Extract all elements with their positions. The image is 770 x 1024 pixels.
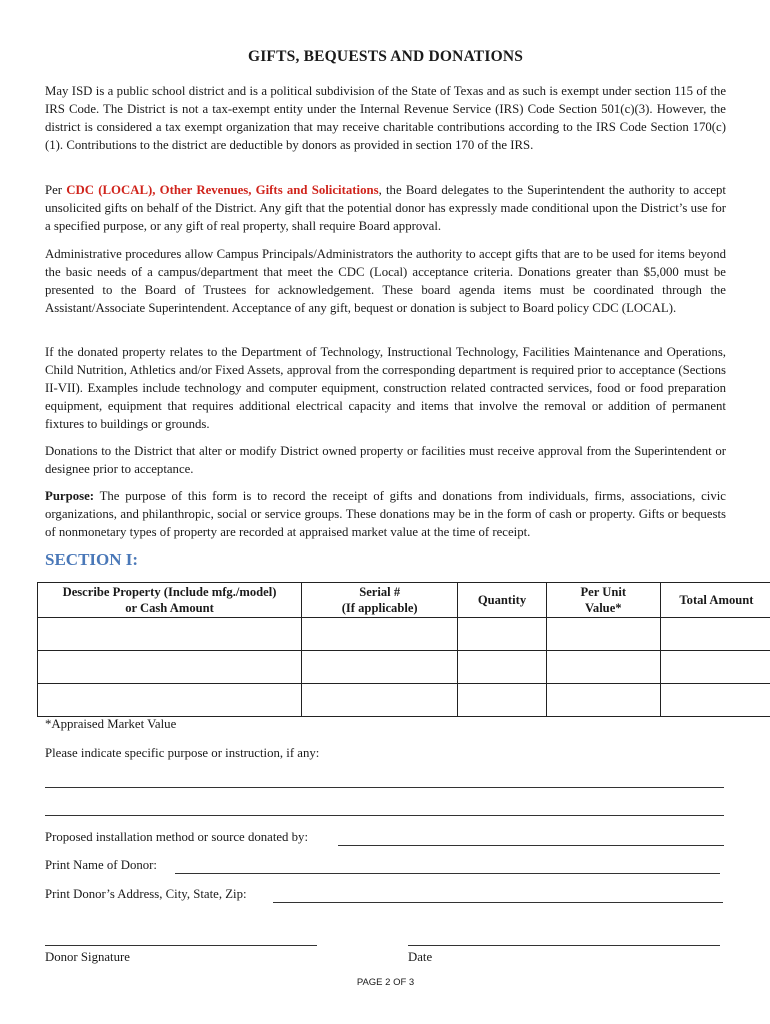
header-total-amount: Total Amount	[660, 583, 770, 618]
header-unit-value: Per Unit Value*	[546, 583, 660, 618]
signature-label: Donor Signature	[45, 950, 130, 964]
quantity-cell[interactable]	[458, 651, 546, 684]
admin-paragraph: Administrative procedures allow Campus Principals/Administrators the authority to accept gifts that are to be used for items beyond the basic needs of a campus/department that meet the CDC (Local) acceptance criteria. Donations greater than $5,000 must be presented to the Board of Trustees for acknowledgement. These board agenda items must be coordinated through the Assistant/Associate Superintendent. Acceptance of any gift, bequest or donation is subject to Board policy CDC (LOCAL).	[45, 247, 726, 315]
unit-value-cell[interactable]	[546, 651, 660, 684]
table-row	[38, 684, 770, 717]
installation-label: Proposed installation method or source donated by:	[45, 830, 308, 844]
donor-address-label: Print Donor’s Address, City, State, Zip:	[45, 887, 247, 901]
describe-property-cell[interactable]	[38, 684, 302, 717]
total-amount-cell[interactable]	[660, 618, 770, 651]
document-title: GIFTS, BEQUESTS AND DONATIONS	[247, 48, 524, 65]
purpose-line-1[interactable]	[45, 787, 724, 788]
describe-property-cell[interactable]	[38, 651, 302, 684]
policy-link[interactable]: CDC (LOCAL), Other Revenues, Gifts and Solicitations	[66, 183, 379, 197]
donor-address-field[interactable]	[273, 902, 723, 903]
signature-line[interactable]	[45, 945, 317, 946]
serial-cell[interactable]	[302, 618, 458, 651]
date-label: Date	[408, 950, 433, 964]
table-header-row	[38, 583, 770, 618]
total-amount-cell[interactable]	[660, 684, 770, 717]
quantity-cell[interactable]	[458, 618, 546, 651]
policy-text: , the Board delegates to the Superintendent the authority to accept unsolicited gifts on behalf of the District. Any gift that the potential donor has expressly made conditional upon the District’s use for a specified purpose, or any gift of real property, shall require Board approval.	[45, 183, 726, 233]
unit-value-cell[interactable]	[546, 618, 660, 651]
policy-prefix: Per	[45, 183, 67, 197]
total-amount-cell[interactable]	[660, 651, 770, 684]
appraised-note: *Appraised Market Value	[45, 717, 177, 731]
quantity-cell[interactable]	[458, 684, 546, 717]
section-title: SECTION I:	[45, 550, 139, 569]
alter-paragraph: Donations to the District that alter or modify District owned property or facilities must receive approval from the Superintendent or designee prior to acceptance.	[45, 444, 726, 476]
installation-field[interactable]	[338, 845, 724, 846]
purpose-line-2[interactable]	[45, 815, 724, 816]
table-row	[38, 618, 770, 651]
purpose-prompt: Please indicate specific purpose or instruction, if any:	[45, 746, 320, 760]
purpose-paragraph	[45, 487, 726, 541]
table-row	[38, 651, 770, 684]
policy-paragraph	[45, 181, 726, 235]
purpose-label: Purpose:	[45, 489, 95, 503]
donor-name-label: Print Name of Donor:	[45, 858, 157, 872]
describe-property-cell[interactable]	[38, 618, 302, 651]
intro-paragraph: May ISD is a public school district and is a political subdivision of the State of Texas and as such is exempt under section 115 of the IRS Code. The District is not a tax-exempt entity under the Internal Revenue Service (IRS) Code Section 501(c)(3). However, the district is considered a tax exempt organization that may receive charitable contributions according to the IRS Code Section 170(c)(1). Contributions to the district are deductible by donors as provided in section 170 of the IRS.	[45, 84, 726, 152]
unit-value-cell[interactable]	[546, 684, 660, 717]
technology-paragraph: If the donated property relates to the Department of Technology, Instructional Technology, Facilities Maintenance and Operations, Child Nutrition, Athletics and/or Fixed Assets, approval from the corresponding department is required prior to acceptance (Sections II-VII). Examples include technology and computer equipment, construction related contracted services, food or food preparation equipment, equipment that requires additional electrical capacity and items that involve the removal or addition of permanent fixtures to buildings or grounds.	[45, 345, 726, 431]
purpose-text: The purpose of this form is to record the receipt of gifts and donations from individuals, firms, associations, civic organizations, and philanthropic, social or service groups. These donations may be in the form of cash or property. Gifts or bequests of nonmonetary types of property are recorded at appraised market value at the time of receipt.	[45, 489, 726, 539]
page-number: PAGE 2 OF 3	[356, 977, 415, 988]
donor-name-field[interactable]	[175, 873, 720, 874]
header-quantity: Quantity	[458, 583, 546, 618]
header-serial: Serial # (If applicable)	[302, 583, 458, 618]
donation-items-table	[37, 582, 770, 717]
date-line[interactable]	[408, 945, 720, 946]
serial-cell[interactable]	[302, 651, 458, 684]
serial-cell[interactable]	[302, 684, 458, 717]
header-describe-property: Describe Property (Include mfg./model) or Cash Amount	[38, 583, 302, 618]
